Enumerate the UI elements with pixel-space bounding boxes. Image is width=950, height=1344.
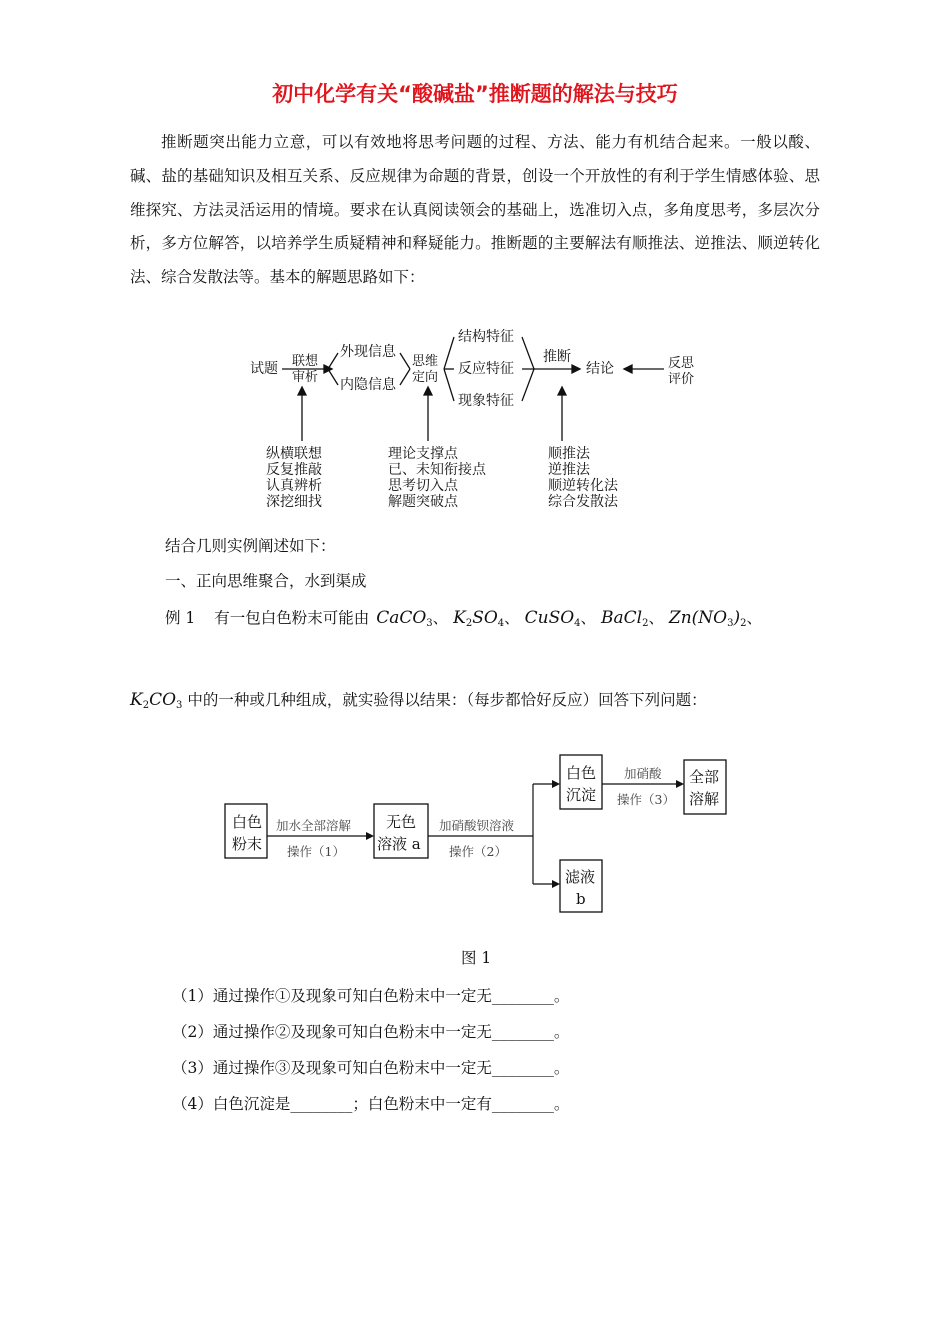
figure-caption: 图 1 (461, 949, 492, 967)
col3-item-2: 逆推法 (548, 462, 590, 478)
box5-line-2: b (576, 890, 586, 908)
combine-text: 结合几则实例阐述如下： (165, 537, 336, 555)
box3-line-1: 白色 (566, 764, 597, 782)
node-jiegou: 结构特征 (458, 329, 514, 345)
col2-item-4: 解题突破点 (388, 494, 458, 510)
formula-k2co3: $K_2CO_3$ (130, 690, 183, 711)
formula-bacl2: BaCl$_2$ (600, 608, 649, 629)
node-shiti: 试题 (250, 361, 278, 377)
question-3: （3）通过操作③及现象可知白色粉末中一定无________。 (172, 1059, 570, 1077)
node-siwei-top: 思维 (412, 354, 439, 369)
node-jielun: 结论 (586, 361, 614, 377)
example-line-2 (130, 688, 707, 711)
formula-caco3: CaCO$_3$ (376, 608, 433, 629)
node-lianxiang-top: 联想 (292, 354, 319, 369)
col1-item-2: 反复推敲 (266, 462, 322, 478)
question-4: （4）白色沉淀是________；白色粉末中一定有________。 (172, 1095, 570, 1113)
example-label: 例 1 (165, 609, 196, 627)
section-heading: 一、正向思维聚合，水到渠成 (165, 572, 367, 590)
box2-line-2: 溶液 a (377, 835, 421, 853)
node-tuiduan: 推断 (543, 349, 571, 365)
op1-step: 操作（1） (287, 844, 345, 859)
page-title: 初中化学有关“酸碱盐”推断题的解法与技巧 (272, 82, 678, 106)
solving-approach-diagram (240, 323, 720, 515)
node-waixian: 外现信息 (340, 344, 396, 360)
question-1: （1）通过操作①及现象可知白色粉末中一定无________。 (172, 987, 570, 1005)
box1-line-1: 白色 (232, 813, 263, 831)
example-text-1: 有一包白色粉末可能由 (214, 609, 370, 627)
formula-cuso4: CuSO$_4$ (524, 608, 581, 629)
node-xianxiang: 现象特征 (458, 393, 514, 409)
op3-label: 加硝酸 (624, 766, 662, 781)
op2-step: 操作（2） (449, 844, 507, 859)
formula-zn-no3-2: $Zn(NO_3)_2$ (668, 608, 747, 629)
op1-label: 加水全部溶解 (276, 818, 352, 833)
node-fanying: 反应特征 (458, 361, 514, 377)
col3-item-4: 综合发散法 (548, 494, 618, 510)
node-fansi-bottom: 评价 (668, 372, 695, 387)
formula-k2so4: $K_2SO_4$ (453, 608, 505, 629)
intro-paragraph: 推断题突出能力立意，可以有效地将思考问题的过程、方法、能力有机结合起来。一般以酸、碱、盐的基础知识及相互关系、反应规律为命题的背景，创设一个开放性的有利于学生情感体验、思维探究、方法灵活运用的情境。要求在认真阅读领会的基础上，选准切入点，多角度思考，多层次分析，多方位解答，以培养学生质疑精神和释疑能力。推断题的主要解法有顺推法、逆推法、顺逆转化法、综合发散法等。基本的解题思路如下： (130, 133, 820, 287)
col1-item-1: 纵横联想 (266, 446, 322, 462)
box2-line-1: 无色 (386, 813, 417, 831)
box3-line-2: 沉淀 (566, 786, 597, 804)
node-siwei-bottom: 定向 (412, 370, 439, 385)
question-2: （2）通过操作②及现象可知白色粉末中一定无________。 (172, 1023, 570, 1041)
node-lianxiang-bottom: 审析 (292, 370, 319, 385)
node-neiyin: 内隐信息 (340, 377, 396, 393)
col2-item-3: 思考切入点 (388, 478, 458, 494)
op3-step: 操作（3） (617, 792, 675, 807)
box4-line-2: 溶解 (689, 790, 720, 808)
box1-line-2: 粉末 (232, 835, 263, 853)
example-text-2: 中的一种或几种组成，就实验得以结果：（每步都恰好反应）回答下列问题： (187, 691, 707, 709)
experiment-flow-diagram (220, 752, 740, 917)
col2-item-1: 理论支撑点 (388, 446, 458, 462)
example-line-1: 例 1 有一包白色粉末可能由 CaCO$_3$、 $K_2SO_4$、 CuSO$_4$、 BaCl$_2$、 $Zn(NO_3)_2$、 (165, 608, 763, 629)
box4-line-1: 全部 (689, 768, 720, 786)
node-fansi-top: 反思 (668, 356, 695, 371)
box5-line-1: 滤液 (565, 868, 596, 886)
col1-item-4: 深挖细找 (266, 494, 322, 510)
col3-item-1: 顺推法 (548, 446, 590, 462)
col3-item-3: 顺逆转化法 (548, 478, 618, 494)
col2-item-2: 已、未知衔接点 (388, 462, 486, 478)
col1-item-3: 认真辨析 (266, 478, 322, 494)
op2-label: 加硝酸钡溶液 (439, 818, 515, 833)
